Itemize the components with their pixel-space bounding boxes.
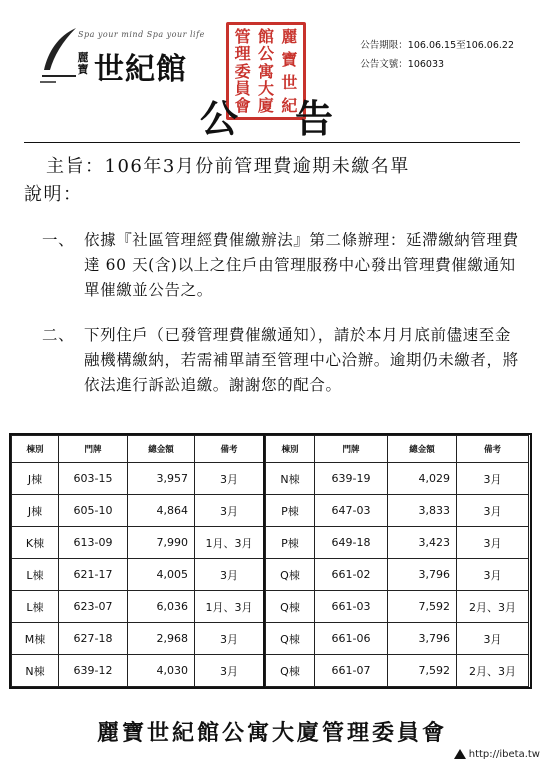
table-row — [12, 463, 265, 495]
cell-unit: 639-12 — [59, 655, 128, 687]
title-divider — [24, 142, 520, 143]
subject-line: 主旨：106年3月份前管理費逾期未繳名單 — [46, 156, 410, 177]
seal-character: 會 — [234, 96, 251, 115]
cell-unit: 661-06 — [315, 623, 388, 655]
cell-unit: 649-18 — [315, 527, 388, 559]
overdue-table-left — [11, 435, 265, 687]
cell-remark: 3月 — [195, 495, 265, 527]
cell-amount: 7,592 — [388, 655, 457, 687]
cell-building: Q棟 — [266, 559, 315, 591]
cell-remark: 3月 — [195, 655, 265, 687]
cell-amount: 3,796 — [388, 559, 457, 591]
cell-building: N棟 — [12, 655, 59, 687]
cell-building: Q棟 — [266, 623, 315, 655]
seal-character: 廈 — [257, 96, 274, 115]
col-header-unit: 門牌 — [315, 436, 388, 463]
table-row — [266, 655, 529, 687]
cell-remark: 3月 — [457, 527, 529, 559]
cell-unit: 627-18 — [59, 623, 128, 655]
col-header-amount: 總金額 — [128, 436, 195, 463]
seal-character: 大 — [257, 78, 274, 98]
explanation-label: 說明： — [24, 184, 83, 205]
cell-building: J棟 — [12, 463, 59, 495]
paragraph-1-text: 依據『社區管理經費催繳辦法』第二條辦理：延滯繳納管理費達 60 天(含)以上之住戶由管理服務中心發出管理費催繳通知單催繳並公告之。 — [84, 231, 519, 299]
cell-building: N棟 — [266, 463, 315, 495]
seal-character: 委 — [234, 61, 251, 81]
cell-amount: 4,030 — [128, 655, 195, 687]
paragraph-1 — [42, 228, 524, 303]
period-value: 106.06.15至106.06.22 — [407, 40, 514, 51]
seal-character: 員 — [234, 78, 251, 98]
cell-unit: 639-19 — [315, 463, 388, 495]
overdue-list-tables — [9, 433, 532, 689]
seal-character: 紀 — [281, 96, 298, 115]
table-row — [266, 559, 529, 591]
cell-building: P棟 — [266, 527, 315, 559]
seal-character: 寶 — [281, 50, 298, 69]
table-row — [12, 495, 265, 527]
cell-amount: 4,864 — [128, 495, 195, 527]
table-header-row — [266, 436, 529, 463]
cell-remark: 3月 — [195, 463, 265, 495]
col-header-remark: 備考 — [195, 436, 265, 463]
source-watermark — [453, 748, 540, 760]
cell-amount: 2,968 — [128, 623, 195, 655]
beta-logo-icon — [453, 748, 467, 760]
seal-column — [258, 28, 274, 114]
logo-small-text: 麗寶 — [77, 51, 89, 76]
cell-amount: 4,029 — [388, 463, 457, 495]
cell-unit: 613-09 — [59, 527, 128, 559]
col-header-amount: 總金額 — [388, 436, 457, 463]
cell-unit: 605-10 — [59, 495, 128, 527]
cell-remark: 3月 — [195, 559, 265, 591]
seal-character: 管 — [234, 27, 251, 46]
seal-character: 理 — [234, 44, 251, 64]
cell-amount: 3,423 — [388, 527, 457, 559]
doc-number-value: 106033 — [407, 59, 445, 70]
cell-building: Q棟 — [266, 591, 315, 623]
paragraph-2-number: 二、 — [42, 326, 75, 344]
cell-unit: 603-15 — [59, 463, 128, 495]
committee-signature: 麗寶世紀館公寓大廈管理委員會 — [96, 720, 447, 746]
table-row — [266, 495, 529, 527]
table-row — [12, 559, 265, 591]
seal-character: 公 — [257, 44, 274, 64]
table-row — [266, 591, 529, 623]
col-header-remark: 備考 — [457, 436, 529, 463]
cell-remark: 3月 — [457, 463, 529, 495]
cell-unit: 661-07 — [315, 655, 388, 687]
cell-amount: 3,833 — [388, 495, 457, 527]
table-row — [266, 463, 529, 495]
cell-remark: 3月 — [195, 623, 265, 655]
overdue-table-right — [265, 435, 529, 687]
cell-amount: 4,005 — [128, 559, 195, 591]
notice-title-char-1: 公 — [200, 97, 239, 141]
seal-character: 寓 — [257, 61, 274, 81]
cell-remark: 3月 — [457, 559, 529, 591]
cell-unit: 623-07 — [59, 591, 128, 623]
cell-unit: 661-02 — [315, 559, 388, 591]
table-row — [12, 591, 265, 623]
cell-building: M棟 — [12, 623, 59, 655]
col-header-building: 棟別 — [266, 436, 315, 463]
col-header-building: 棟別 — [12, 436, 59, 463]
notice-meta — [360, 36, 514, 74]
paragraph-1-number: 一、 — [42, 231, 75, 249]
table-row — [12, 623, 265, 655]
cell-remark: 3月 — [457, 623, 529, 655]
logo-title: 世紀館 — [94, 52, 187, 87]
cell-building: L棟 — [12, 591, 59, 623]
cell-building: K棟 — [12, 527, 59, 559]
cell-amount: 7,592 — [388, 591, 457, 623]
notice-title-char-2: 告 — [295, 97, 334, 141]
cell-remark: 3月 — [457, 495, 529, 527]
table-row — [12, 655, 265, 687]
cell-remark: 1月、3月 — [195, 591, 265, 623]
paragraph-2 — [42, 323, 524, 398]
seal-character: 世 — [281, 73, 298, 92]
cell-amount: 6,036 — [128, 591, 195, 623]
cell-building: L棟 — [12, 559, 59, 591]
period-label: 公告期限： — [360, 40, 408, 51]
seal-character: 館 — [257, 27, 274, 46]
cell-unit: 647-03 — [315, 495, 388, 527]
logo-tagline: Spa your mind Spa your life — [78, 30, 205, 39]
table-row — [266, 623, 529, 655]
col-header-unit: 門牌 — [59, 436, 128, 463]
cell-unit: 621-17 — [59, 559, 128, 591]
table-header-row — [12, 436, 265, 463]
watermark-url: http://ibeta.tw — [468, 749, 540, 760]
cell-building: P棟 — [266, 495, 315, 527]
table-row — [12, 527, 265, 559]
cell-building: J棟 — [12, 495, 59, 527]
table-row — [266, 527, 529, 559]
cell-building: Q棟 — [266, 655, 315, 687]
paragraph-2-text: 下列住戶（已發管理費催繳通知），請於本月月底前儘速至金融機構繳納，若需補單請至管理中心洽辦。逾期仍未繳者，將依法進行訴訟追繳。謝謝您的配合。 — [84, 326, 519, 394]
cell-amount: 7,990 — [128, 527, 195, 559]
cell-remark: 2月、3月 — [457, 591, 529, 623]
doc-number-label: 公告文號： — [360, 59, 408, 70]
cell-remark: 2月、3月 — [457, 655, 529, 687]
cell-amount: 3,796 — [388, 623, 457, 655]
seal-character: 麗 — [281, 27, 298, 46]
cell-remark: 1月、3月 — [195, 527, 265, 559]
cell-amount: 3,957 — [128, 463, 195, 495]
cell-unit: 661-03 — [315, 591, 388, 623]
